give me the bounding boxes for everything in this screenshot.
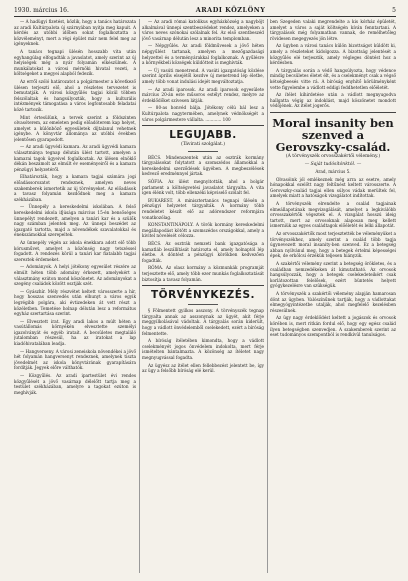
article-paragraph: A tárgyalás során a védő hangsúlyozta, hogy védence mindig becsületes életet élt, és a cselekményt csak a végső kétségbeesés vitte rá. A bíróság enyhítő körülményként vette figyelembe a vádlott eddigi feddhetetlen előéletét. xyxy=(270,67,396,90)
short-divider xyxy=(188,304,218,305)
article-paragraph: Az ítélet kihirdetése után a vádlott megnyugodva hallgatta végig az indoklást, majd köszönetet mondott védőjének. Az ítélet jogerős. xyxy=(270,92,396,109)
section-divider xyxy=(142,125,264,126)
page-header xyxy=(14,4,396,17)
article-paragraph: — Hangverseny. A városi zeneiskola növendékei a jövő hét folyamán hangversenyt rendeznek, amelynek tiszta jövedelmét az iskola könyvtárának gyarapítására fordítják. Jegyek előre válthatók. xyxy=(14,348,136,371)
article-paragraph: — Közgyűlés. Az aradi ipartestület évi rendes közgyűlését a jövő vasárnap délelőtt tartja meg a testület székházában, amelyre a tagokat ezúton is meghívják. xyxy=(14,373,136,395)
article-paragraph: Az ünnepély végén az iskola énekkara adott elő több kórusművet, amelyet a közönség nagy tetszéssel fogadott. A rendezés körül a tanári kar fiatalabb tagjai szereztek érdemeket. xyxy=(14,239,136,262)
court-paragraph: A bíróság ítéletében kimondta, hogy a vádlott cselekményét jogos önvédelem indokolta, mert férje ismételten bántalmazta. A közönség az ítéletet nagy megnyugvással fogadta. xyxy=(142,338,264,360)
column-3 xyxy=(270,19,396,575)
byline: — Saját tudósítónktól. — xyxy=(304,161,362,167)
article-paragraph: Az erről szóló határozatot a polgármester a következő ülésen terjeszti elő, ahol a részletes tervezetet is bemutatják. A városi közgyűlés tagjai közül többen felszólaltak és hangsúlyozták, hogy a kulturális intézmények támogatása a város legfontosabb feladatai közé tartozik. xyxy=(14,78,136,112)
article-paragraph: — Elvesztett irat. Egy aradi lakos a múlt héten a vasútállomás környékén elvesztette személyi igazolványát és egyéb iratait. A becsületes megtaláló jutalomban részesül, ha az iratokat a lap kiadóhivatalában leadja. xyxy=(14,318,136,347)
article-paragraph: — Adományok. A helyi jótékony egyesület részére az elmúlt héten több adomány érkezett, amelyekért a választmány ezúton mond köszönetet. Az adományokat a szegény családok között osztják szét. xyxy=(14,264,136,287)
wire-paragraph: BÉCS. Az osztrák nemzeti bank igazgatósága a kamatláb leszállítását határozta el, amely holnaptól lép életbe. A döntést a pénzügyi körökben kedvezően fogadták. xyxy=(142,241,264,263)
court-paragraph: Az ügyész az ítélet ellen fellebbezést jelentett be, így az ügy a felsőbb bíróság elé kerül. xyxy=(142,362,264,374)
article-paragraph: — 80-as honvéd bálja. Jótékony célú bál lesz a Kultúrpalota nagytermében, amelynek védnökségét a város polgármestere vállalta. ............ 100 xyxy=(142,105,264,122)
article-paragraph: — Népgyűlés. Az aradi földművesek a jövő héten népgyűlést tartanak, amelyen a mezőgazdasági helyzettel és a terményárakkal foglalkoznak. A gyűlésre a környékbeli községek küldötteit is meghívták. xyxy=(142,43,264,66)
column-divider xyxy=(139,19,140,573)
section-divider xyxy=(270,112,396,113)
article-paragraph: A szakértői vélemény szerint a betegség örökletes, és a családban nemzedékeken át kimutatható. Az orvosok hangsúlyozzák, hogy a betegek cselekedeteikért csak korlátozottan felelősek, ezért büntetés helyett gyógykezelésre van szükségük. xyxy=(270,261,396,289)
column-1 xyxy=(14,19,136,575)
column-divider xyxy=(267,19,268,573)
article-subheadline: (A törvényszék orvosszakértői vélemény.) xyxy=(285,153,381,159)
section-heading-court: TÖRVÉNYKEZÉS. xyxy=(150,289,255,302)
article-paragraph: A tanács tegnapi ülésén hosszabb vita után egyhangúlag elfogadták a javaslatot, amely szerint az új helyiségek még a nyár folyamán elkészülnek. A munkálatokat a városi mérnöki hivatal vezeti, a költségeket a megyei alapból fedezik. xyxy=(14,48,136,77)
wire-paragraph: BÉCS. Mindenszentek után az osztrák kormány tárgyalásokat folytatott a szomszédos államokkal a kereskedelmi szerződések ügyében. A megbeszélések kedvező eredménnyel jártak. xyxy=(142,154,264,177)
article-paragraph: Az ügy nagy érdeklődést keltett a jogászok és orvosok körében is, mert ritkán fordul elő, hogy egy egész család ilyen betegségben szenvedjen. A szakemberek szerint az eset tudományos szempontból is rendkívül tanulságos. xyxy=(270,315,396,338)
court-paragraph: § Fölmentett gyilkos asszony. A törvényszék tegnap tárgyalta annak az asszonynak az ügyét, akit férje meggyilkolásával vádoltak. A tárgyalás során kiderült, hogy a vádlott önvédelemből cselekedett, ezért a bíróság felmentette. xyxy=(142,308,264,336)
article-paragraph: — Gyászhír. Mély részvétet keltett városszerte a hír, hogy hosszas szenvedés után elhunyt a város egyik legrégibb polgára, aki évtizedeken át vett részt a közéletben. Temetése holnap délután lesz a református egyház szertartása szerint. xyxy=(14,288,136,317)
wire-paragraph: SÓFIA. Az ülést megnyitották, ahol a bolgár parlament a költségvetési javaslatot tárgyalta. A vita igen élénk volt, több ellenzéki képviselő szólalt fel. xyxy=(142,179,264,196)
article-paragraph: — Az aradi iparosok. Az aradi iparosok egyesülete március 20-án este műsoros estélyt rendez, melyre az érdeklődőket szívesen látják. xyxy=(142,86,264,103)
article-paragraph: Elhatározták, hogy a kamara tagjai számára jogi előadássorozatot rendeznek, amelyen neves szakemberek ismertetik az új törvényeket. Az előadások a tavasz folyamán kezdődnek meg a kamara székházában. xyxy=(14,174,136,202)
article-paragraph: — Az aradi ügyvédi kamara. Az aradi ügyvédi kamara választmánya tegnap délután ülést tartott, amelyen a kamarai tagok ügyeivel foglalkoztak. Az ülésen elnöklő dékán beszámolt az elmúlt év eseményeiről és a kamara pénzügyi helyzetéről. xyxy=(14,144,136,172)
article-paragraph: — Ünnepély a kereskedelmi iskolában. A felső kereskedelmi iskola ifjúsága március 15-én bensőséges ünnepélyt rendezett, amelyen a tanári kar és a szülők nagy számban jelentek meg. Az ünnepi beszédet az igazgató tartotta, majd a növendékek szavalatokkal és énekszámokkal szerepeltek. xyxy=(14,204,136,238)
section-divider xyxy=(142,285,264,286)
section-heading-latest: LEGUJABB. xyxy=(169,129,237,142)
page-number: 5 xyxy=(392,6,396,14)
wire-paragraph: RÓMA. Az olasz kormány a közmunkák programját terjesztette elő, amely több ezer munkás foglalkoztatását biztosítja a tavasz folyamán. xyxy=(142,265,264,282)
article-paragraph: ben Szegeden valaki megrendelte a kis kórház épületét, amelyet a város a saját költségén kíván fenntartani. A tárgyalások még folyamatban vannak, de remélhetőleg rövidesen megegyezés jön létre. xyxy=(270,19,396,41)
article-headline: Moral insanity ben szenved a Gerovszky-család. xyxy=(272,115,394,154)
dateline: Arad, március 5. xyxy=(315,169,351,175)
wire-paragraph: BUKAREST. A minisztertanács tegnapi ülésén a pénzügyi helyzetet tárgyalták. A kormány több rendeletet készít elő az adórendszer reformjára vonatkozólag. xyxy=(142,197,264,220)
article-paragraph: A törvényszék a szakértői vélemény alapján hamarosan dönt az ügyben. Valószínűnek tartják, hogy a vádlottakat elmegyógyintézetbe utalják, ahol megfelelő kezelésben részesülnek. xyxy=(270,290,396,313)
article-paragraph: — Új vasúti menetrend. A vasúti igazgatóság közlése szerint április elsejétől kezdve új menetrend lép életbe, amely több vonat indulási idejét megváltoztatja. xyxy=(142,67,264,84)
header-date: 1930. március 16. xyxy=(14,6,69,14)
article-paragraph: — A hadügyi fizetést, közlik, hogy a tanács határozata az aradi Kultúrpalota új szárnyában nyitja meg kapuit. A kérdés az utóbbi időben sokat foglalkoztatta a közvéleményt, mert a régi épület már nem felel meg az igényeknek. xyxy=(14,19,136,47)
article-paragraph: A törvényszék elrendelte a család tagjainak elmeállapotának megvizsgálását, amelyet a legkiválóbb orvosszakértők végeztek el. A vizsgálat hosszú ideig tartott, mert az orvosoknak alaposan meg kellett ismerniük az egyes családtagok előéletét és lelki állapotát. xyxy=(270,201,396,229)
article-paragraph: Olvasóink jól emlékeznek még arra az esetre, amely hónapokkal ezelőtt nagy feltűnést keltett városszerte. A Gerovszky-család tagjai ellen súlyos vádak merültek fel, amelyek miatt a hatóságok vizsgálatot indítottak. xyxy=(270,176,396,199)
article-paragraph: Az ügyben a városi tanács külön bizottságot küldött ki, amely a részleteket kidolgozza. A bizottság jelentését a közgyűlés elé terjesztik, amely végleges döntést hoz a kérdésben. xyxy=(270,43,396,66)
wire-paragraph: KONSTANTINÁPOLY. A török kormány kereskedelmi megállapodást kötött a szomszédos országokkal, amely a kivitel növelését célozza. xyxy=(142,222,264,239)
column-2 xyxy=(142,19,264,575)
article-paragraph: Az orvosszakértők most terjesztették be véleményüket a törvényszékhez, amely szerint a család több tagja úgynevezett moral insanity-ben szenved. Ez a betegség abban nyilvánul meg, hogy a betegek értelmi képességei épek, de erkölcsi érzékük teljesen hiányzik. xyxy=(270,231,396,259)
short-divider xyxy=(188,151,218,152)
article-paragraph: Mint értesülünk, a tervek szerint a földszinten olvasóterem, az emeleten pedig előadóterem kap helyet, amelyet a különböző egyesületek díjtalanul vehetnek igénybe. A könyvtár állománya az utóbbi években jelentősen gyarapodott. xyxy=(14,114,136,142)
section-subheading: (Távirati szolgálat.) xyxy=(180,142,226,148)
article-paragraph: — Az aradi római katolikus egyházközség a nagyböjt alkalmával ünnepi szentbeszédeket rendez, amelyeken a város neves szónokai szólalnak fel. Az első szentbeszéd jövő vasárnap délután lesz a minorita templomban. xyxy=(142,19,264,41)
newspaper-title: ARADI KÖZLÖNY xyxy=(195,6,266,14)
